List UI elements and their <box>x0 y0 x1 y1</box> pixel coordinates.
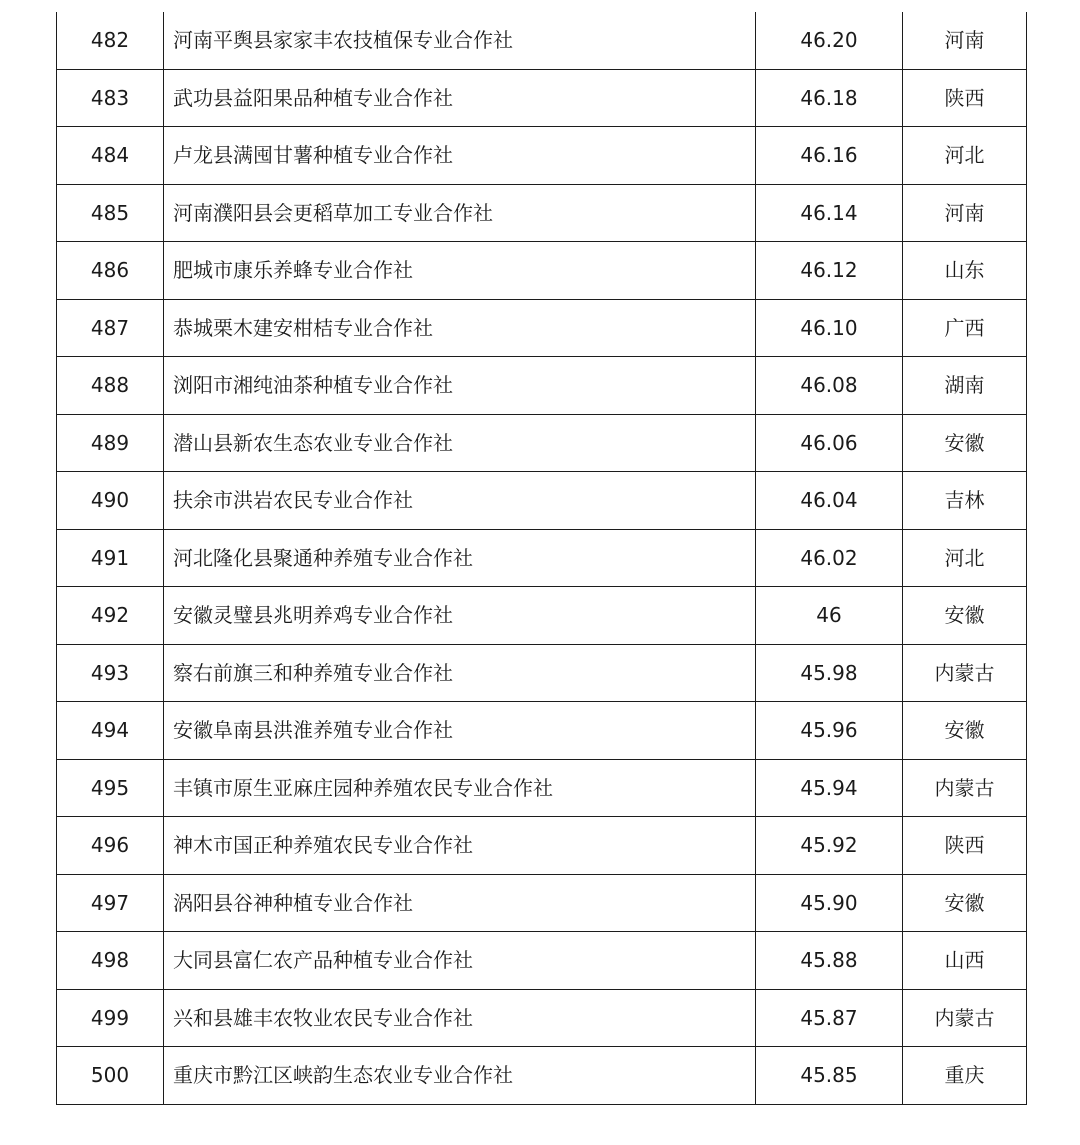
ranking-table-container <box>56 12 1026 1105</box>
table-body <box>57 12 1027 1104</box>
table-row <box>57 989 1027 1047</box>
rank-cell: 490 <box>57 472 164 530</box>
rank-cell: 485 <box>57 184 164 242</box>
rank-cell: 488 <box>57 357 164 415</box>
province-cell: 河南 <box>903 12 1027 69</box>
rank-cell: 496 <box>57 817 164 875</box>
table-row <box>57 702 1027 760</box>
table-row <box>57 874 1027 932</box>
province-cell: 山西 <box>903 932 1027 990</box>
score-cell: 46.08 <box>756 357 903 415</box>
rank-cell: 486 <box>57 242 164 300</box>
province-cell: 陕西 <box>903 69 1027 127</box>
table-row <box>57 587 1027 645</box>
cooperative-name-cell: 卢龙县满囤甘薯种植专业合作社 <box>164 127 756 185</box>
rank-cell: 483 <box>57 69 164 127</box>
table-row <box>57 299 1027 357</box>
rank-cell: 489 <box>57 414 164 472</box>
province-cell: 河南 <box>903 184 1027 242</box>
province-cell: 吉林 <box>903 472 1027 530</box>
table-row <box>57 932 1027 990</box>
province-cell: 湖南 <box>903 357 1027 415</box>
table-row <box>57 1047 1027 1105</box>
cooperative-name-cell: 肥城市康乐养蜂专业合作社 <box>164 242 756 300</box>
table-row <box>57 817 1027 875</box>
cooperative-name-cell: 武功县益阳果品种植专业合作社 <box>164 69 756 127</box>
province-cell: 内蒙古 <box>903 989 1027 1047</box>
score-cell: 45.87 <box>756 989 903 1047</box>
score-cell: 45.94 <box>756 759 903 817</box>
rank-cell: 482 <box>57 12 164 69</box>
cooperative-name-cell: 扶余市洪岩农民专业合作社 <box>164 472 756 530</box>
cooperative-ranking-table <box>56 12 1027 1105</box>
table-row <box>57 357 1027 415</box>
score-cell: 45.92 <box>756 817 903 875</box>
cooperative-name-cell: 安徽阜南县洪淮养殖专业合作社 <box>164 702 756 760</box>
table-row <box>57 414 1027 472</box>
table-row <box>57 529 1027 587</box>
table-row <box>57 759 1027 817</box>
cooperative-name-cell: 兴和县雄丰农牧业农民专业合作社 <box>164 989 756 1047</box>
province-cell: 河北 <box>903 127 1027 185</box>
score-cell: 46.06 <box>756 414 903 472</box>
province-cell: 安徽 <box>903 414 1027 472</box>
province-cell: 内蒙古 <box>903 644 1027 702</box>
cooperative-name-cell: 察右前旗三和种养殖专业合作社 <box>164 644 756 702</box>
rank-cell: 495 <box>57 759 164 817</box>
province-cell: 河北 <box>903 529 1027 587</box>
table-row <box>57 127 1027 185</box>
cooperative-name-cell: 安徽灵璧县兆明养鸡专业合作社 <box>164 587 756 645</box>
score-cell: 45.98 <box>756 644 903 702</box>
rank-cell: 492 <box>57 587 164 645</box>
province-cell: 内蒙古 <box>903 759 1027 817</box>
score-cell: 46.18 <box>756 69 903 127</box>
table-row <box>57 472 1027 530</box>
cooperative-name-cell: 重庆市黔江区峡韵生态农业专业合作社 <box>164 1047 756 1105</box>
province-cell: 陕西 <box>903 817 1027 875</box>
province-cell: 重庆 <box>903 1047 1027 1105</box>
cooperative-name-cell: 浏阳市湘纯油茶种植专业合作社 <box>164 357 756 415</box>
table-row <box>57 644 1027 702</box>
cooperative-name-cell: 潜山县新农生态农业专业合作社 <box>164 414 756 472</box>
rank-cell: 491 <box>57 529 164 587</box>
cooperative-name-cell: 河南平舆县家家丰农技植保专业合作社 <box>164 12 756 69</box>
rank-cell: 487 <box>57 299 164 357</box>
score-cell: 46.04 <box>756 472 903 530</box>
score-cell: 46.12 <box>756 242 903 300</box>
score-cell: 46.02 <box>756 529 903 587</box>
cooperative-name-cell: 河北隆化县聚通种养殖专业合作社 <box>164 529 756 587</box>
cooperative-name-cell: 恭城栗木建安柑桔专业合作社 <box>164 299 756 357</box>
province-cell: 安徽 <box>903 587 1027 645</box>
province-cell: 广西 <box>903 299 1027 357</box>
score-cell: 45.90 <box>756 874 903 932</box>
score-cell: 46.10 <box>756 299 903 357</box>
table-row <box>57 242 1027 300</box>
rank-cell: 500 <box>57 1047 164 1105</box>
table-row <box>57 184 1027 242</box>
rank-cell: 497 <box>57 874 164 932</box>
table-row <box>57 12 1027 69</box>
cooperative-name-cell: 大同县富仁农产品种植专业合作社 <box>164 932 756 990</box>
rank-cell: 499 <box>57 989 164 1047</box>
score-cell: 46 <box>756 587 903 645</box>
province-cell: 山东 <box>903 242 1027 300</box>
score-cell: 45.96 <box>756 702 903 760</box>
score-cell: 46.16 <box>756 127 903 185</box>
cooperative-name-cell: 丰镇市原生亚麻庄园种养殖农民专业合作社 <box>164 759 756 817</box>
rank-cell: 494 <box>57 702 164 760</box>
score-cell: 45.88 <box>756 932 903 990</box>
rank-cell: 498 <box>57 932 164 990</box>
score-cell: 45.85 <box>756 1047 903 1105</box>
table-row <box>57 69 1027 127</box>
cooperative-name-cell: 河南濮阳县会更稻草加工专业合作社 <box>164 184 756 242</box>
province-cell: 安徽 <box>903 702 1027 760</box>
rank-cell: 484 <box>57 127 164 185</box>
cooperative-name-cell: 涡阳县谷神种植专业合作社 <box>164 874 756 932</box>
score-cell: 46.20 <box>756 12 903 69</box>
score-cell: 46.14 <box>756 184 903 242</box>
rank-cell: 493 <box>57 644 164 702</box>
cooperative-name-cell: 神木市国正种养殖农民专业合作社 <box>164 817 756 875</box>
province-cell: 安徽 <box>903 874 1027 932</box>
